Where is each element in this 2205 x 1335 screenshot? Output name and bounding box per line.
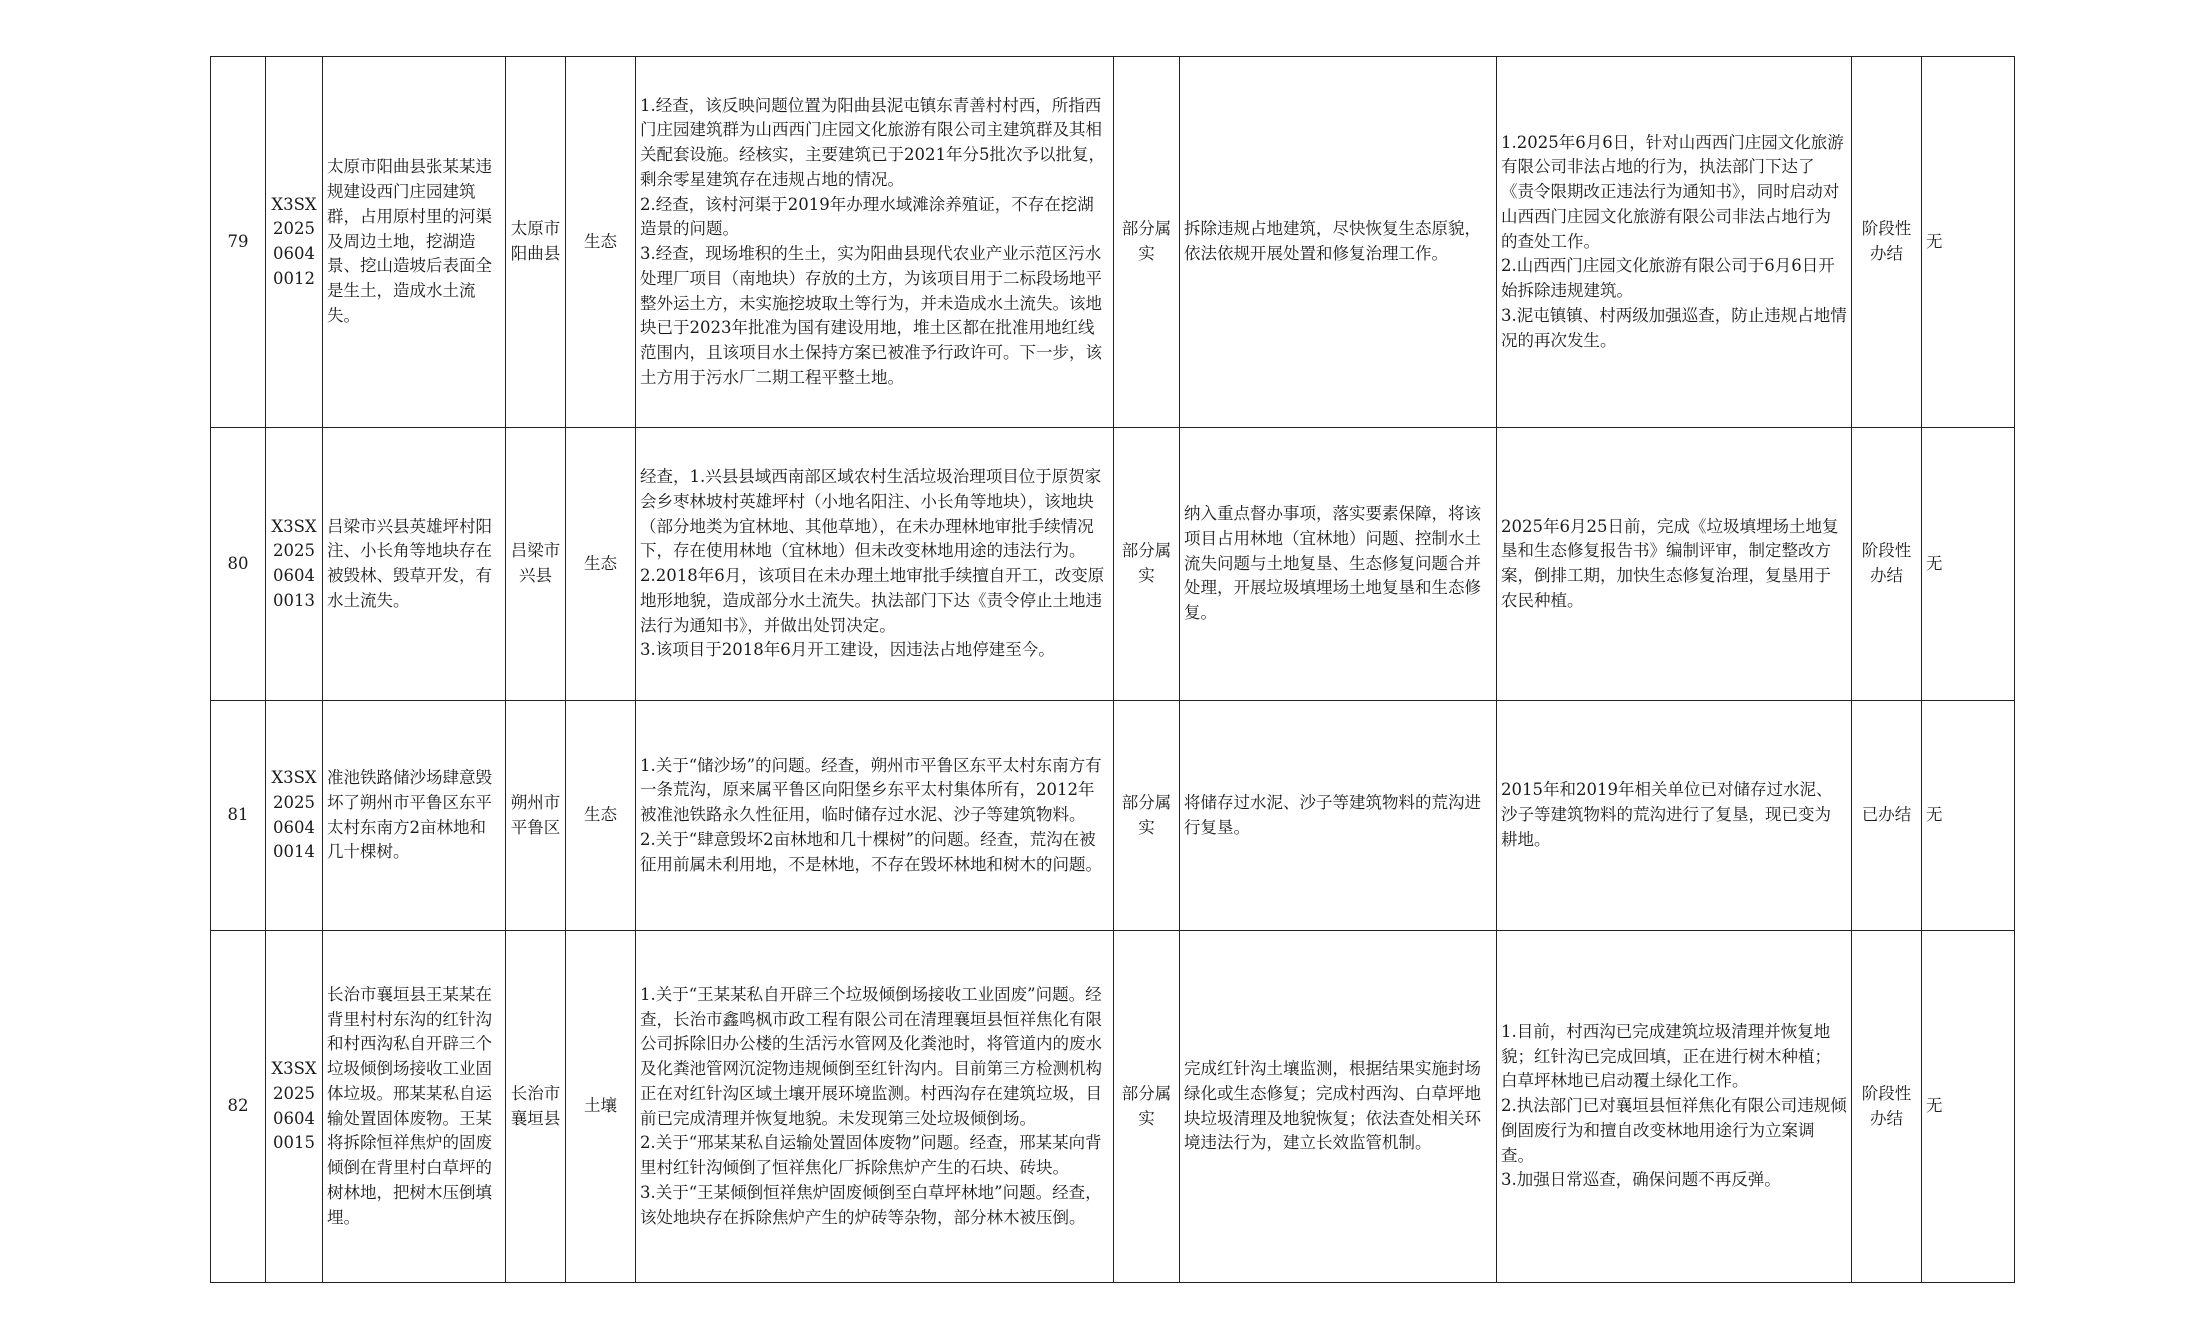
issue-type: 生态	[566, 701, 636, 931]
rectification-progress	[1497, 428, 1852, 701]
verdict: 部分属实	[1114, 428, 1180, 701]
rectification-progress	[1497, 931, 1852, 1283]
investigation-findings	[636, 701, 1114, 931]
completion-status: 阶段性办结	[1852, 57, 1922, 428]
row-number: 80	[211, 428, 266, 701]
table-row	[211, 931, 2015, 1283]
paragraph: 2025年6月25日前，完成《垃圾填埋场土地复垦和生态修复报告书》编制评审，制定整改方案，倒排工期，加快生态修复治理，复垦用于农民种植。	[1501, 516, 1839, 610]
paragraph: 1.关于“储沙场”的问题。经查，朔州市平鲁区东平太村东南方有一条荒沟，原来属平鲁区向阳堡乡东平太村集体所有，2012年被准池铁路永久性征用，临时储存过水泥、沙子等建筑物料。	[640, 755, 1102, 825]
issue-description: 太原市阳曲县张某某违规建设西门庄园建筑群，占用原村里的河渠及周边土地，挖湖造景、挖山造坡后表面全是生土，造成水土流失。	[323, 57, 506, 428]
investigation-findings	[636, 57, 1114, 428]
paragraph: 3.关于“王某倾倒恒祥焦炉固废倾倒至白草坪林地”问题。经查，该处地块存在拆除焦炉产生的炉砖等杂物，部分林木被压倒。	[640, 1182, 1102, 1227]
case-code: X3SX202506040012	[266, 57, 323, 428]
paragraph: 2.山西西门庄园文化旅游有限公司于6月6日开始拆除违规建筑。	[1501, 256, 1835, 301]
rectification-progress	[1497, 701, 1852, 931]
verdict: 部分属实	[1114, 701, 1180, 931]
row-number: 81	[211, 701, 266, 931]
paragraph: 1.经查，该反映问题位置为阳曲县泥屯镇东青善村村西，所指西门庄园建筑群为山西西门庄园文化旅游有限公司主建筑群及其相关配套设施。经核实，主要建筑已于2021年分5批次予以批复，剩余零星建筑存在违规占地的情况。	[640, 95, 1105, 189]
issue-description: 长治市襄垣县王某某在背里村村东沟的红针沟和村西沟私自开辟三个垃圾倾倒场接收工业固体垃圾。邢某某私自运输处置固体废物。王某将拆除恒祥焦炉的固废倾倒在背里村白草坪的树林地，把树木压倒填埋。	[323, 931, 506, 1283]
investigation-findings	[636, 428, 1114, 701]
case-code: X3SX202506040013	[266, 428, 323, 701]
paragraph: 3.经查，现场堆积的生土，实为阳曲县现代农业产业示范区污水处理厂项目（南地块）存放的土方，为该项目用于二标段场地平整外运土方，未实施挖坡取土等行为，并未造成水土流失。该地块已于2023年批准为国有建设用地，堆土区都在批准用地红线范围内，且该项目水土保持方案已被准予行政许可。下一步，该土方用于污水厂二期工程平整土地。	[640, 244, 1102, 387]
investigation-findings	[636, 931, 1114, 1283]
issue-type: 生态	[566, 428, 636, 701]
completion-status: 已办结	[1852, 701, 1922, 931]
completion-status: 阶段性办结	[1852, 931, 1922, 1283]
table-row	[211, 701, 2015, 931]
paragraph: 2.关于“邢某某私自运输处置固体废物”问题。经查，邢某某向背里村红针沟倾倒了恒祥焦化厂拆除焦炉产生的石块、砖块。	[640, 1133, 1102, 1177]
paragraph: 3.加强日常巡查，确保问题不再反弹。	[1501, 1170, 1781, 1190]
paragraph: 1.关于“王某某私自开辟三个垃圾倾倒场接收工业固废”问题。经查，长治市鑫鸣枫市政工程有限公司在清理襄垣县恒祥焦化有限公司拆除旧办公楼的生活污水管网及化粪池时，将管道内的废水及化粪池管网沉淀物违规倾倒至红针沟内。目前第三方检测机构正在对红针沟区域土壤开展环境监测。村西沟存在建筑垃圾，目前已完成清理并恢复地貌。未发现第三处垃圾倾倒场。	[640, 984, 1102, 1128]
paragraph: 1.2025年6月6日，针对山西西门庄园文化旅游有限公司非法占地的行为，执法部门下达了《责令限期改正违法行为通知书》，同时启动对山西西门庄园文化旅游有限公司非法占地行为的查处工作。	[1501, 132, 1844, 251]
paragraph: 2.2018年6月，该项目在未办理土地审批手续擅自开工，改变原地形地貌，造成部分水土流失。执法部门下达《责令停止土地违法行为通知书》，并做出处罚决定。	[640, 566, 1105, 635]
administrative-area: 太原市阳曲县	[506, 57, 566, 428]
table-row	[211, 428, 2015, 701]
case-code: X3SX202506040014	[266, 701, 323, 931]
verdict: 部分属实	[1114, 57, 1180, 428]
accountability: 无	[1922, 57, 2015, 428]
accountability: 无	[1922, 701, 2015, 931]
issue-type: 土壤	[566, 931, 636, 1283]
rectification-measures: 完成红针沟土壤监测，根据结果实施封场绿化或生态修复；完成村西沟、白草坪地块垃圾清理及地貌恢复；依法查处相关环境违法行为，建立长效监管机制。	[1180, 931, 1497, 1283]
completion-status: 阶段性办结	[1852, 428, 1922, 701]
verdict: 部分属实	[1114, 931, 1180, 1283]
accountability: 无	[1922, 931, 2015, 1283]
issue-description: 准池铁路储沙场肆意毁坏了朔州市平鲁区东平太村东南方2亩林地和几十棵树。	[323, 701, 506, 931]
administrative-area: 吕梁市兴县	[506, 428, 566, 701]
row-number: 82	[211, 931, 266, 1283]
rectification-measures: 将储存过水泥、沙子等建筑物料的荒沟进行复垦。	[1180, 701, 1497, 931]
issue-description: 吕梁市兴县英雄坪村阳注、小长角等地块存在被毁林、毁草开发，有水土流失。	[323, 428, 506, 701]
paragraph: 2.关于“肆意毁坏2亩林地和几十棵树”的问题。经查，荒沟在被征用前属未利用地，不是林地，不存在毁坏林地和树木的问题。	[640, 829, 1102, 874]
paragraph: 3.泥屯镇镇、村两级加强巡查，防止违规占地情况的再次发生。	[1501, 305, 1847, 350]
accountability: 无	[1922, 428, 2015, 701]
issue-type: 生态	[566, 57, 636, 428]
case-code: X3SX202506040015	[266, 931, 323, 1283]
paragraph: 2.执法部门已对襄垣县恒祥焦化有限公司违规倾倒固废行为和擅自改变林地用途行为立案调查。	[1501, 1096, 1847, 1165]
paragraph: 2015年和2019年相关单位已对储存过水泥、沙子等建筑物料的荒沟进行了复垦，现已变为耕地。	[1501, 780, 1833, 849]
rectification-progress	[1497, 57, 1852, 428]
rectification-measures: 纳入重点督办事项，落实要素保障，将该项目占用林地（宜林地）问题、控制水土流失问题与土地复垦、生态修复问题合并处理，开展垃圾填埋场土地复垦和生态修复。	[1180, 428, 1497, 701]
paragraph: 1.目前，村西沟已完成建筑垃圾清理并恢复地貌；红针沟已完成回填，正在进行树木种植；白草坪林地已启动覆土绿化工作。	[1501, 1021, 1831, 1091]
paragraph: 3.该项目于2018年6月开工建设，因违法占地停建至今。	[640, 640, 1055, 660]
rectification-table	[210, 56, 2015, 1283]
table-row	[211, 57, 2015, 428]
rectification-measures: 拆除违规占地建筑，尽快恢复生态原貌，依法依规开展处置和修复治理工作。	[1180, 57, 1497, 428]
row-number: 79	[211, 57, 266, 428]
paragraph: 2.经查，该村河渠于2019年办理水域滩涂养殖证，不存在挖湖造景的问题。	[640, 194, 1094, 239]
administrative-area: 朔州市平鲁区	[506, 701, 566, 931]
paragraph: 经查，1.兴县县域西南部区域农村生活垃圾治理项目位于原贺家会乡枣林坡村英雄坪村（小地名阳注、小长角等地块），该地块（部分地类为宜林地、其他草地），在未办理林地审批手续情况下，存在使用林地（宜林地）但未改变林地用途的违法行为。	[640, 467, 1102, 561]
administrative-area: 长治市襄垣县	[506, 931, 566, 1283]
